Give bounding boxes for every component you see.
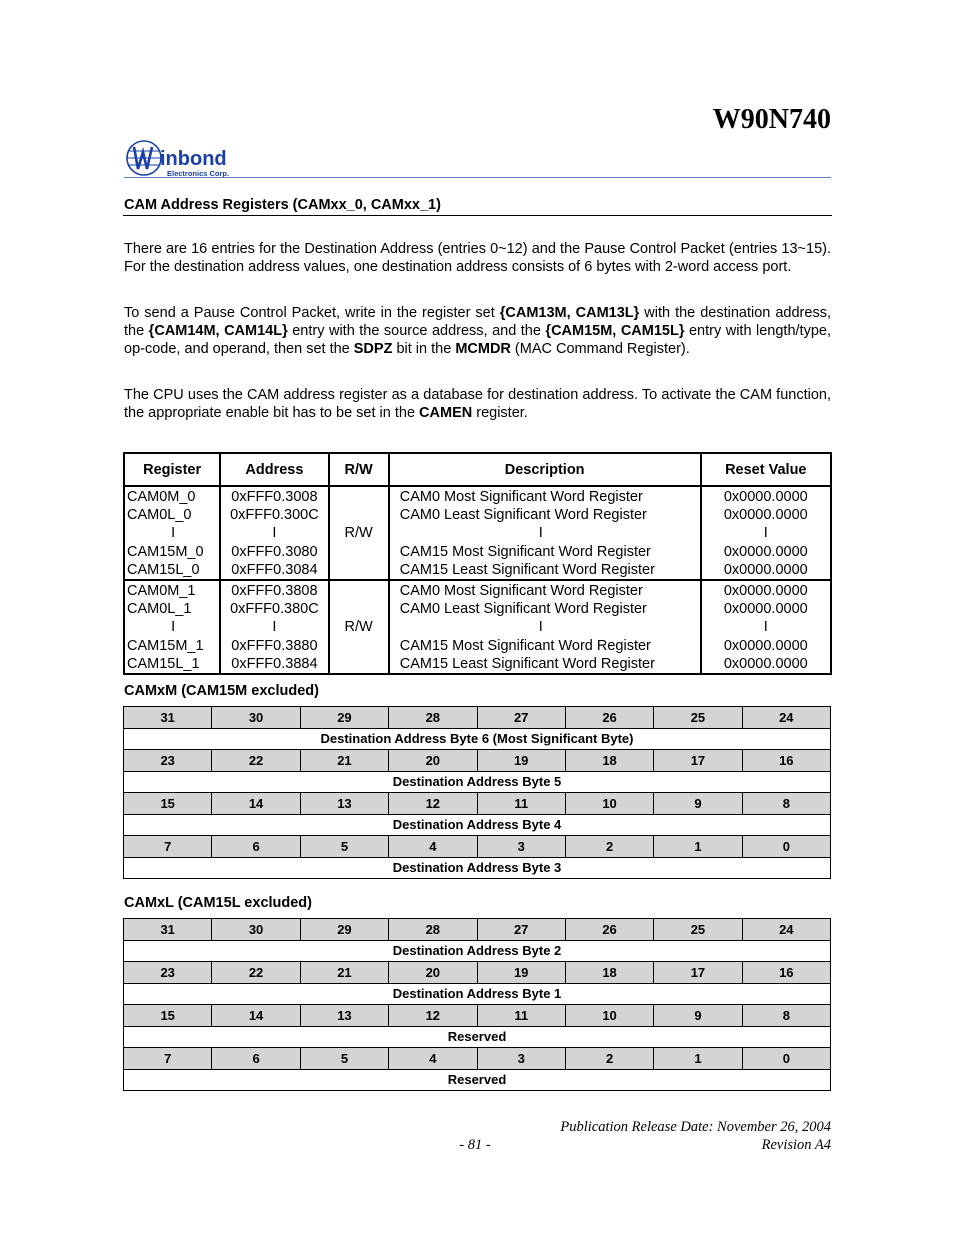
bit-number: 27 <box>477 707 565 729</box>
bit-number: 1 <box>654 836 742 858</box>
bit-number: 16 <box>742 750 830 772</box>
bit-field-description: Destination Address Byte 3 <box>124 857 831 879</box>
bit-number: 9 <box>654 1005 742 1027</box>
bit-number: 18 <box>565 962 653 984</box>
register-names: CAM0M_0 CAM0L_0 I CAM15M_0 CAM15L_0 <box>124 486 220 580</box>
winbond-globe-icon <box>125 138 255 180</box>
bit-field-row <box>124 1026 831 1048</box>
cam-enable-paragraph: The CPU uses the CAM address register as a database for destination address. To activate the CAM function, the appropriate enable bit has to be set in the CAMEN register. <box>124 387 831 422</box>
publication-release-date: Publication Release Date: November 26, 2004 <box>560 1119 831 1135</box>
bit-number: 7 <box>124 836 212 858</box>
bit-number: 19 <box>477 962 565 984</box>
camxm-title: CAMxM (CAM15M excluded) <box>124 683 319 699</box>
bit-number: 3 <box>477 1048 565 1070</box>
bit-number: 8 <box>742 793 830 815</box>
bit-number-row <box>124 750 831 772</box>
bit-field-row <box>124 771 831 793</box>
bit-field-row <box>124 814 831 836</box>
bit-number: 25 <box>654 919 742 941</box>
bit-number: 25 <box>654 707 742 729</box>
bit-number: 14 <box>212 1005 300 1027</box>
bit-number: 31 <box>124 707 212 729</box>
bit-number: 17 <box>654 750 742 772</box>
bit-number: 28 <box>389 707 477 729</box>
bit-number: 17 <box>654 962 742 984</box>
bit-field-row <box>124 857 831 879</box>
register-addresses: 0xFFF0.3008 0xFFF0.300C I 0xFFF0.3080 0xFFF0.3084 <box>220 486 328 580</box>
bit-number: 31 <box>124 919 212 941</box>
section-divider <box>123 215 832 216</box>
register-group-1 <box>124 580 831 674</box>
bit-field-row <box>124 1069 831 1091</box>
bit-number: 0 <box>742 836 830 858</box>
bit-number: 20 <box>389 962 477 984</box>
bit-number: 12 <box>389 793 477 815</box>
bit-number: 21 <box>300 750 388 772</box>
bit-number: 4 <box>389 836 477 858</box>
bit-number: 14 <box>212 793 300 815</box>
bit-number: 13 <box>300 793 388 815</box>
bit-number: 3 <box>477 836 565 858</box>
svg-text:Electronics Corp.: Electronics Corp. <box>167 169 230 178</box>
bit-number: 30 <box>212 919 300 941</box>
bit-number: 10 <box>565 793 653 815</box>
bit-number: 2 <box>565 836 653 858</box>
document-title: W90N740 <box>712 104 831 135</box>
bit-number: 24 <box>742 919 830 941</box>
bit-number: 0 <box>742 1048 830 1070</box>
bit-number: 27 <box>477 919 565 941</box>
bit-number-row <box>124 793 831 815</box>
register-table <box>123 452 832 675</box>
register-group-0 <box>124 486 831 580</box>
register-reset-values: 0x0000.0000 0x0000.0000 I 0x0000.0000 0x0000.0000 <box>701 486 831 580</box>
register-reset-values: 0x0000.0000 0x0000.0000 I 0x0000.0000 0x0000.0000 <box>701 580 831 674</box>
bit-number: 9 <box>654 793 742 815</box>
bit-number: 7 <box>124 1048 212 1070</box>
bit-number: 16 <box>742 962 830 984</box>
revision: Revision A4 <box>761 1137 831 1153</box>
bit-field-row <box>124 940 831 962</box>
bit-number: 5 <box>300 836 388 858</box>
bit-number-row <box>124 919 831 941</box>
svg-text:inbond: inbond <box>160 148 227 170</box>
bit-field-description: Reserved <box>124 1069 831 1091</box>
bit-number: 1 <box>654 1048 742 1070</box>
bit-number: 11 <box>477 1005 565 1027</box>
page-number: - 81 - <box>459 1137 491 1153</box>
bit-number: 30 <box>212 707 300 729</box>
bit-number: 20 <box>389 750 477 772</box>
bit-number: 22 <box>212 962 300 984</box>
register-access: R/W <box>329 486 389 580</box>
section-title: CAM Address Registers (CAMxx_0, CAMxx_1) <box>124 197 441 213</box>
bit-number: 15 <box>124 1005 212 1027</box>
bit-number: 8 <box>742 1005 830 1027</box>
register-table-header <box>124 453 831 486</box>
bit-number-row <box>124 836 831 858</box>
header-rw: R/W <box>329 453 389 486</box>
bit-number: 13 <box>300 1005 388 1027</box>
bit-number: 6 <box>212 1048 300 1070</box>
header-address: Address <box>220 453 328 486</box>
bit-number: 6 <box>212 836 300 858</box>
bit-number: 28 <box>389 919 477 941</box>
bit-number-row <box>124 962 831 984</box>
bit-number: 23 <box>124 962 212 984</box>
table-row <box>124 580 831 674</box>
bit-number-row <box>124 1048 831 1070</box>
table-row <box>124 486 831 580</box>
bit-field-description: Destination Address Byte 2 <box>124 940 831 962</box>
bit-number: 12 <box>389 1005 477 1027</box>
bit-number: 19 <box>477 750 565 772</box>
bit-number: 4 <box>389 1048 477 1070</box>
pause-packet-paragraph: To send a Pause Control Packet, write in the register set {CAM13M, CAM13L} with the destination address, the {CAM14M, CAM14L} entry with the source address, and the {CAM15M, CAM15L} entry with length/type, op-code, and operand, then set the SDPZ bit in the MCMDR (MAC Command Register). <box>124 305 831 358</box>
bit-field-description: Destination Address Byte 5 <box>124 771 831 793</box>
bit-number: 29 <box>300 919 388 941</box>
bit-field-description: Reserved <box>124 1026 831 1048</box>
intro-paragraph: There are 16 entries for the Destination Address (entries 0~12) and the Pause Control Packet (entries 13~15). For the destination address values, one destination address consists of 6 bytes with 2-word access port. <box>124 241 831 276</box>
camxl-title: CAMxL (CAM15L excluded) <box>124 895 312 911</box>
bit-number: 21 <box>300 962 388 984</box>
register-names: CAM0M_1 CAM0L_1 I CAM15M_1 CAM15L_1 <box>124 580 220 674</box>
header-reset-value: Reset Value <box>701 453 831 486</box>
bit-number: 5 <box>300 1048 388 1070</box>
winbond-logo <box>125 138 255 180</box>
register-descriptions: CAM0 Most Significant Word Register CAM0 Least Significant Word Register I CAM15 Most Significant Word Register CAM15 Least Significant Word Register <box>389 580 701 674</box>
header-divider <box>124 177 831 178</box>
bit-number: 26 <box>565 919 653 941</box>
bit-number-row <box>124 707 831 729</box>
register-descriptions: CAM0 Most Significant Word Register CAM0 Least Significant Word Register I CAM15 Most Significant Word Register CAM15 Least Significant Word Register <box>389 486 701 580</box>
bit-number: 23 <box>124 750 212 772</box>
bit-number: 2 <box>565 1048 653 1070</box>
register-access: R/W <box>329 580 389 674</box>
bit-number: 18 <box>565 750 653 772</box>
bit-number: 22 <box>212 750 300 772</box>
bit-field-row <box>124 983 831 1005</box>
bit-field-description: Destination Address Byte 4 <box>124 814 831 836</box>
bit-number: 11 <box>477 793 565 815</box>
camxm-bit-table <box>123 706 831 879</box>
header-register: Register <box>124 453 220 486</box>
bit-number: 15 <box>124 793 212 815</box>
bit-number: 24 <box>742 707 830 729</box>
bit-field-row <box>124 728 831 750</box>
camxl-bit-table <box>123 918 831 1091</box>
bit-number: 10 <box>565 1005 653 1027</box>
register-addresses: 0xFFF0.3808 0xFFF0.380C I 0xFFF0.3880 0xFFF0.3884 <box>220 580 328 674</box>
header-description: Description <box>389 453 701 486</box>
bit-number: 26 <box>565 707 653 729</box>
bit-field-description: Destination Address Byte 1 <box>124 983 831 1005</box>
bit-number-row <box>124 1005 831 1027</box>
bit-field-description: Destination Address Byte 6 (Most Significant Byte) <box>124 728 831 750</box>
bit-number: 29 <box>300 707 388 729</box>
